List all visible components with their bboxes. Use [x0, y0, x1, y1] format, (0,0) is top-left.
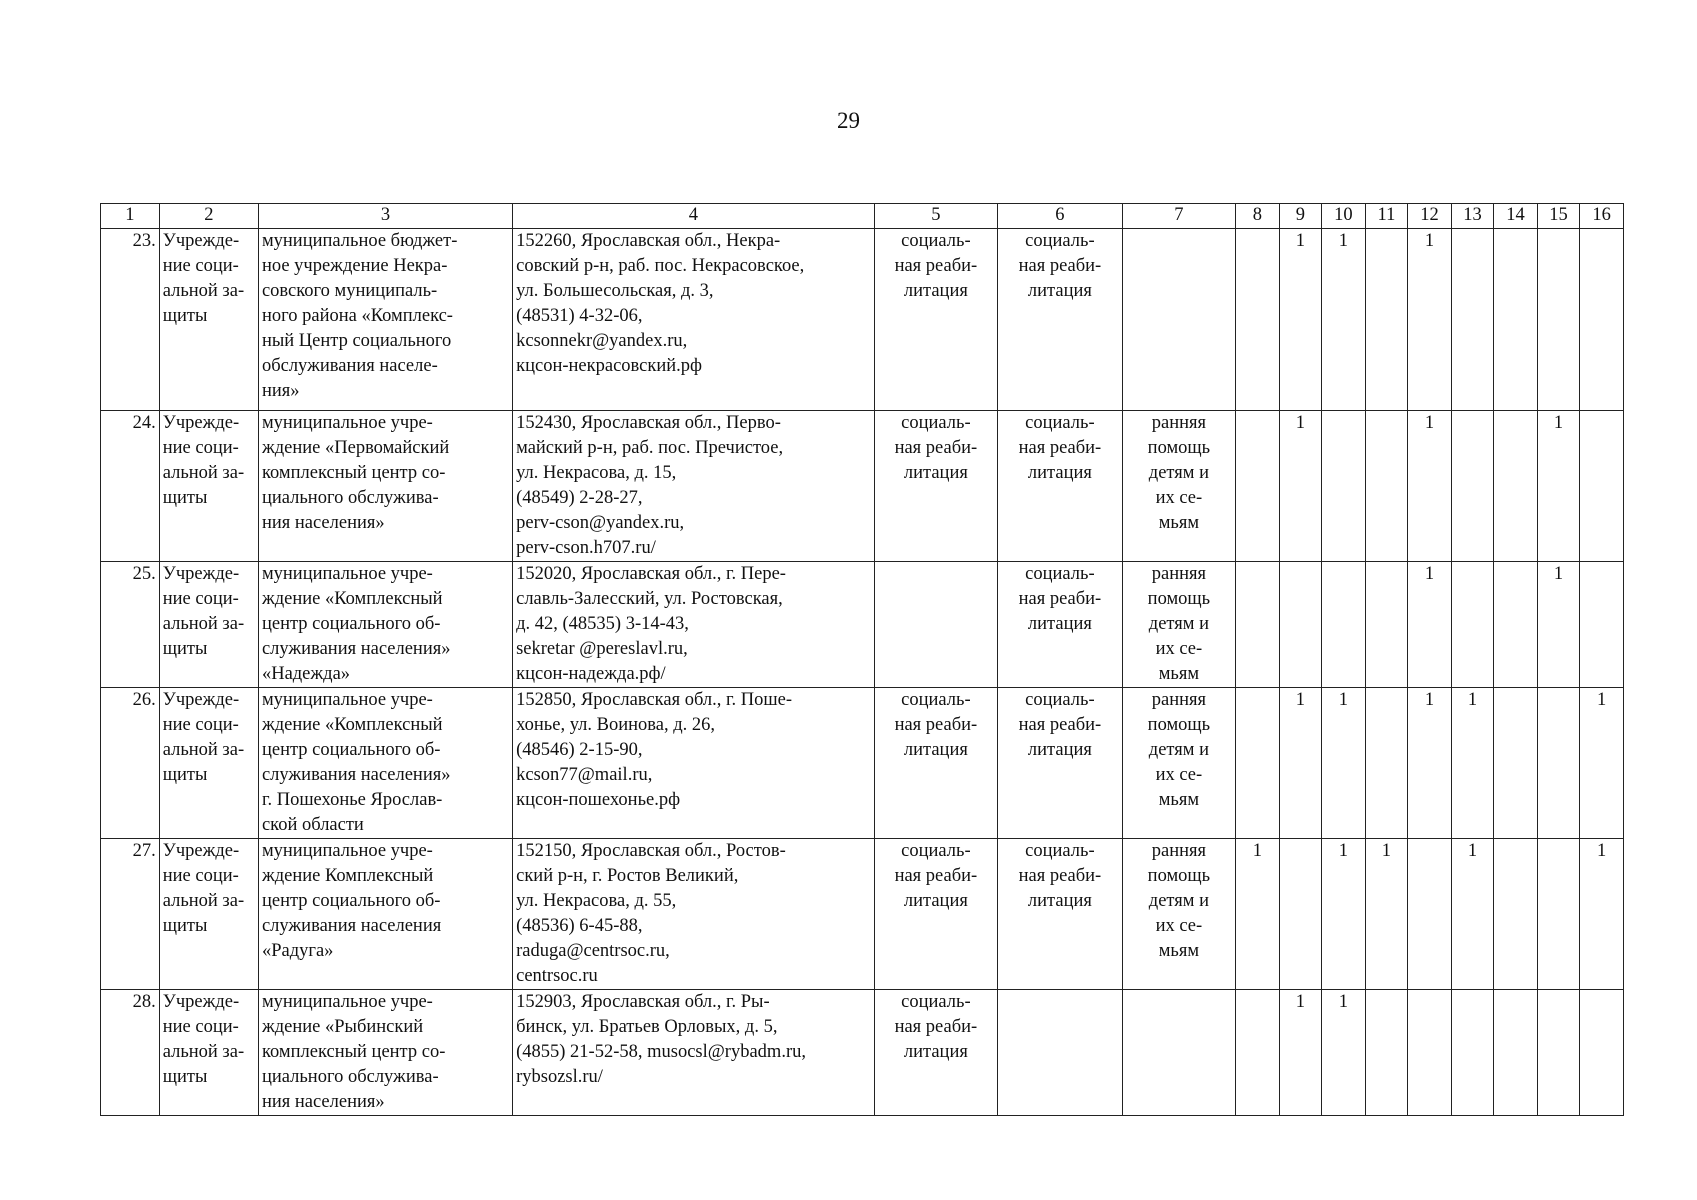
- flag-cell-col-8: [1236, 229, 1280, 411]
- institution-address: 152850, Ярославская обл., г. Поше- хонье, ул. Воинова, д. 26, (48546) 2-15-90, kcson77@mail.ru, кцсон-пошехонье.рф: [513, 688, 875, 839]
- flag-cell-col-12: 1: [1408, 688, 1452, 839]
- flag-cell-col-13: [1451, 229, 1494, 411]
- column-number: 12: [1408, 204, 1452, 229]
- column-number: 4: [513, 204, 875, 229]
- institution-address: 152020, Ярославская обл., г. Пере- славль-Залесский, ул. Ростовская, д. 42, (48535) 3-14-43, sekretar @pereslavl.ru, кцсон-надежда.рф/: [513, 562, 875, 688]
- flag-cell-col-16: [1580, 229, 1624, 411]
- column-number: 7: [1122, 204, 1235, 229]
- institutions-table: [100, 203, 1624, 1116]
- flag-cell-col-12: 1: [1408, 411, 1452, 562]
- flag-cell-col-9: [1279, 839, 1322, 990]
- row-number: 25.: [101, 562, 160, 688]
- flag-cell-col-9: 1: [1279, 990, 1322, 1116]
- row-number: 26.: [101, 688, 160, 839]
- flag-cell-col-15: 1: [1537, 562, 1580, 688]
- row-number: 28.: [101, 990, 160, 1116]
- institution-name: муниципальное учре- ждение «Первомайский комплексный центр со- циального обслужива- ния населения»: [258, 411, 512, 562]
- row-number: 27.: [101, 839, 160, 990]
- flag-cell-col-8: 1: [1236, 839, 1280, 990]
- flag-cell-col-13: [1451, 990, 1494, 1116]
- table-row: [101, 411, 1624, 562]
- institution-name: муниципальное учре- ждение «Комплексный центр социального об- служивания населения» «Надежда»: [258, 562, 512, 688]
- flag-cell-col-8: [1236, 990, 1280, 1116]
- institution-name: муниципальное учре- ждение «Рыбинский комплексный центр со- циального обслужива- ния населения»: [258, 990, 512, 1116]
- flag-cell-col-11: 1: [1365, 839, 1408, 990]
- flag-cell-col-12: [1408, 839, 1452, 990]
- flag-cell-col-15: [1537, 229, 1580, 411]
- service-column-5: социаль- ная реаби- литация: [874, 411, 998, 562]
- service-column-5: [874, 562, 998, 688]
- table-row: [101, 688, 1624, 839]
- service-column-6: социаль- ная реаби- литация: [998, 839, 1123, 990]
- flag-cell-col-9: 1: [1279, 229, 1322, 411]
- service-column-7: ранняя помощь детям и их се- мьям: [1122, 562, 1235, 688]
- flag-cell-col-14: [1494, 562, 1538, 688]
- column-number: 15: [1537, 204, 1580, 229]
- column-number: 1: [101, 204, 160, 229]
- flag-cell-col-13: 1: [1451, 839, 1494, 990]
- flag-cell-col-10: 1: [1322, 990, 1366, 1116]
- service-column-5: социаль- ная реаби- литация: [874, 839, 998, 990]
- service-column-7: ранняя помощь детям и их се- мьям: [1122, 688, 1235, 839]
- column-number: 9: [1279, 204, 1322, 229]
- flag-cell-col-14: [1494, 229, 1538, 411]
- service-column-6: социаль- ная реаби- литация: [998, 562, 1123, 688]
- flag-cell-col-14: [1494, 411, 1538, 562]
- flag-cell-col-9: [1279, 562, 1322, 688]
- institution-type: Учрежде- ние соци- альной за- щиты: [159, 990, 258, 1116]
- row-number: 24.: [101, 411, 160, 562]
- column-number-row: [101, 204, 1624, 229]
- flag-cell-col-16: [1580, 562, 1624, 688]
- institution-type: Учрежде- ние соци- альной за- щиты: [159, 229, 258, 411]
- column-number: 8: [1236, 204, 1280, 229]
- flag-cell-col-10: 1: [1322, 839, 1366, 990]
- table-row: [101, 229, 1624, 411]
- column-number: 5: [874, 204, 998, 229]
- row-number: 23.: [101, 229, 160, 411]
- flag-cell-col-9: 1: [1279, 688, 1322, 839]
- column-number: 14: [1494, 204, 1538, 229]
- flag-cell-col-12: [1408, 990, 1452, 1116]
- service-column-6: социаль- ная реаби- литация: [998, 411, 1123, 562]
- service-column-6: социаль- ная реаби- литация: [998, 229, 1123, 411]
- flag-cell-col-10: 1: [1322, 688, 1366, 839]
- flag-cell-col-8: [1236, 411, 1280, 562]
- institution-type: Учрежде- ние соци- альной за- щиты: [159, 562, 258, 688]
- column-number: 3: [258, 204, 512, 229]
- column-number: 13: [1451, 204, 1494, 229]
- column-number: 16: [1580, 204, 1624, 229]
- institution-address: 152260, Ярославская обл., Некра- совский р-н, раб. пос. Некрасовское, ул. Большесольская, д. 3, (48531) 4-32-06, kcsonnekr@yandex.ru, кцсон-некрасовский.рф: [513, 229, 875, 411]
- flag-cell-col-11: [1365, 229, 1408, 411]
- table-row: [101, 562, 1624, 688]
- service-column-7: [1122, 990, 1235, 1116]
- flag-cell-col-9: 1: [1279, 411, 1322, 562]
- institution-address: 152903, Ярославская обл., г. Ры- бинск, ул. Братьев Орловых, д. 5, (4855) 21-52-58, musocsl@rybadm.ru, rybsozsl.ru/: [513, 990, 875, 1116]
- flag-cell-col-16: [1580, 411, 1624, 562]
- flag-cell-col-11: [1365, 411, 1408, 562]
- page-number: 29: [837, 108, 860, 133]
- flag-cell-col-10: [1322, 411, 1366, 562]
- flag-cell-col-16: [1580, 990, 1624, 1116]
- table-row: [101, 990, 1624, 1116]
- flag-cell-col-15: [1537, 839, 1580, 990]
- flag-cell-col-8: [1236, 562, 1280, 688]
- service-column-6: социаль- ная реаби- литация: [998, 688, 1123, 839]
- institution-name: муниципальное учре- ждение Комплексный центр социального об- служивания населения «Радуга»: [258, 839, 512, 990]
- service-column-5: социаль- ная реаби- литация: [874, 990, 998, 1116]
- institution-type: Учрежде- ние соци- альной за- щиты: [159, 688, 258, 839]
- flag-cell-col-16: 1: [1580, 839, 1624, 990]
- flag-cell-col-10: 1: [1322, 229, 1366, 411]
- table-row: [101, 839, 1624, 990]
- flag-cell-col-15: 1: [1537, 411, 1580, 562]
- service-column-7: ранняя помощь детям и их се- мьям: [1122, 411, 1235, 562]
- flag-cell-col-14: [1494, 990, 1538, 1116]
- flag-cell-col-11: [1365, 688, 1408, 839]
- flag-cell-col-15: [1537, 990, 1580, 1116]
- flag-cell-col-10: [1322, 562, 1366, 688]
- service-column-7: ранняя помощь детям и их се- мьям: [1122, 839, 1235, 990]
- institution-name: муниципальное бюджет- ное учреждение Некра- совского муниципаль- ного района «Комплекс- ный Центр социального обслуживания населе- ния»: [258, 229, 512, 411]
- institution-name: муниципальное учре- ждение «Комплексный центр социального об- служивания населения» г. Пошехонье Ярослав- ской области: [258, 688, 512, 839]
- flag-cell-col-12: 1: [1408, 229, 1452, 411]
- institution-address: 152430, Ярославская обл., Перво- майский р-н, раб. пос. Пречистое, ул. Некрасова, д. 15, (48549) 2-28-27, perv-cson@yandex.ru, perv-cson.h707.ru/: [513, 411, 875, 562]
- column-number: 10: [1322, 204, 1366, 229]
- flag-cell-col-14: [1494, 688, 1538, 839]
- column-number: 2: [159, 204, 258, 229]
- flag-cell-col-13: [1451, 562, 1494, 688]
- flag-cell-col-11: [1365, 562, 1408, 688]
- institution-type: Учрежде- ние соци- альной за- щиты: [159, 411, 258, 562]
- flag-cell-col-13: 1: [1451, 688, 1494, 839]
- flag-cell-col-15: [1537, 688, 1580, 839]
- service-column-5: социаль- ная реаби- литация: [874, 229, 998, 411]
- flag-cell-col-11: [1365, 990, 1408, 1116]
- flag-cell-col-13: [1451, 411, 1494, 562]
- service-column-7: [1122, 229, 1235, 411]
- column-number: 11: [1365, 204, 1408, 229]
- flag-cell-col-8: [1236, 688, 1280, 839]
- flag-cell-col-14: [1494, 839, 1538, 990]
- flag-cell-col-12: 1: [1408, 562, 1452, 688]
- flag-cell-col-16: 1: [1580, 688, 1624, 839]
- column-number: 6: [998, 204, 1123, 229]
- service-column-5: социаль- ная реаби- литация: [874, 688, 998, 839]
- institution-type: Учрежде- ние соци- альной за- щиты: [159, 839, 258, 990]
- service-column-6: [998, 990, 1123, 1116]
- institution-address: 152150, Ярославская обл., Ростов- ский р-н, г. Ростов Великий, ул. Некрасова, д. 55, (48536) 6-45-88, raduga@centrsoc.ru, centrsoc.ru: [513, 839, 875, 990]
